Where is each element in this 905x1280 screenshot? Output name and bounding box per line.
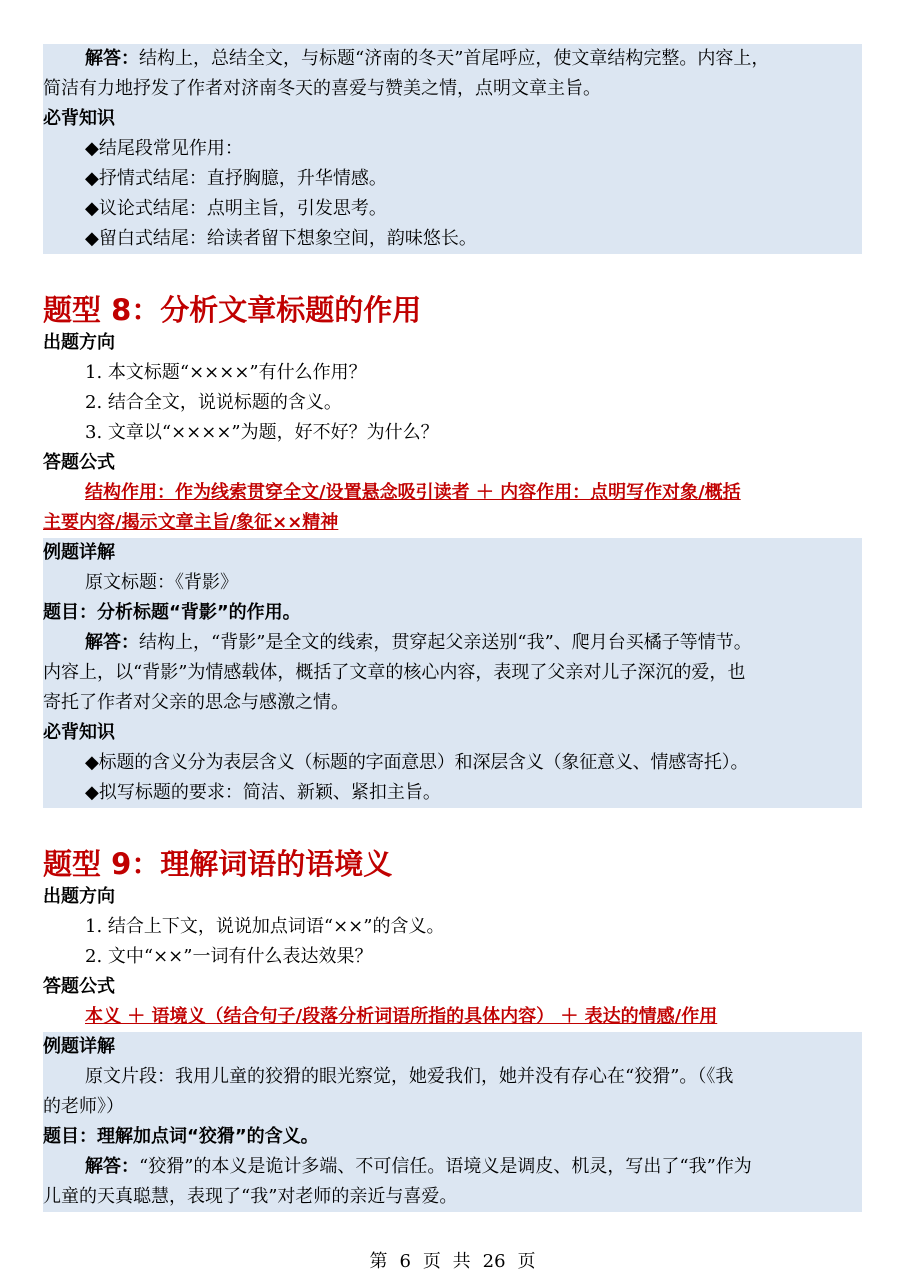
answer-line: 儿童的天真聪慧，表现了“我”对老师的亲近与喜爱。 <box>43 1186 458 1207</box>
section-9-title: 题型 9：理解词语的语境义 <box>43 847 393 881</box>
direction-item: 3. 文章以“××××”为题，好不好？为什么？ <box>85 422 439 443</box>
knowledge-item: ◆拟写标题的要求：简洁、新颖、紧扣主旨。 <box>85 782 441 803</box>
source-text: 的老师》） <box>43 1096 124 1117</box>
knowledge-item: ◆结尾段常见作用： <box>85 138 243 159</box>
knowledge-label: 必背知识 <box>43 722 115 743</box>
direction-item: 1. 结合上下文，说说加点词语“××”的含义。 <box>85 916 445 937</box>
example-label: 例题详解 <box>43 542 115 563</box>
answer-line: 解答：结构上，“背影”是全文的线索，贯穿起父亲送别“我”、爬月台买橘子等情节。 <box>85 632 752 653</box>
question-text: 题目：理解加点词“狡猾”的含义。 <box>43 1126 319 1147</box>
source-text: 原文标题：《背影》 <box>85 572 238 593</box>
page-number: 6 <box>399 1251 411 1272</box>
s9-example-block <box>43 1032 862 1212</box>
answer-label: 解答： <box>85 48 139 69</box>
section-8-title: 题型 8：分析文章标题的作用 <box>43 293 422 327</box>
direction-label: 出题方向 <box>43 332 115 353</box>
answer-line: 内容上，以“背影”为情感载体，概括了文章的核心内容，表现了父亲对儿子深沉的爱，也 <box>43 662 746 683</box>
top-answer-line-1: 解答：结构上，总结全文，与标题“济南的冬天”首尾呼应，使文章结构完整。内容上， <box>85 48 770 69</box>
answer-line: 寄托了作者对父亲的思念与感激之情。 <box>43 692 349 713</box>
total-pages: 26 <box>482 1251 506 1272</box>
s9-direction-block <box>43 882 862 1032</box>
knowledge-item: ◆留白式结尾：给读者留下想象空间，韵味悠长。 <box>85 228 477 249</box>
direction-item: 1. 本文标题“××××”有什么作用？ <box>85 362 367 383</box>
answer-line: 解答：“狡猾”的本义是诡计多端、不可信任。语境义是调皮、机灵，写出了“我”作为 <box>85 1156 752 1177</box>
knowledge-label: 必背知识 <box>43 108 115 129</box>
formula-label: 答题公式 <box>43 976 115 997</box>
s8-direction-block <box>43 328 862 538</box>
source-text: 原文片段：我用儿童的狡猾的眼光察觉，她爱我们，她并没有存心在“狡猾”。（《我 <box>85 1066 734 1087</box>
knowledge-item: ◆标题的含义分为表层含义（标题的字面意思）和深层含义（象征意义、情感寄托）。 <box>85 752 749 773</box>
page-footer: 第 6 页 共 26 页 <box>369 1251 536 1272</box>
direction-item: 2. 文中“××”一词有什么表达效果？ <box>85 946 373 967</box>
formula-label: 答题公式 <box>43 452 115 473</box>
knowledge-item: ◆抒情式结尾：直抒胸臆，升华情感。 <box>85 168 387 189</box>
s8-example-block <box>43 538 862 808</box>
example-label: 例题详解 <box>43 1036 115 1057</box>
direction-item: 2. 结合全文，说说标题的含义。 <box>85 392 342 413</box>
formula-line: 本义 ＋ 语境义（结合句子/段落分析词语所指的具体内容） ＋ 表达的情感/作用 <box>85 1006 718 1027</box>
top-answer-block <box>43 44 862 254</box>
top-answer-line-2: 简洁有力地抒发了作者对济南冬天的喜爱与赞美之情，点明文章主旨。 <box>43 78 601 99</box>
direction-label: 出题方向 <box>43 886 115 907</box>
knowledge-item: ◆议论式结尾：点明主旨，引发思考。 <box>85 198 387 219</box>
formula-line: 主要内容/揭示文章主旨/象征××精神 <box>43 512 339 533</box>
formula-line: 结构作用：作为线索贯穿全文/设置悬念吸引读者 ＋ 内容作用：点明写作对象/概括 <box>85 482 741 503</box>
question-text: 题目：分析标题“背影”的作用。 <box>43 602 301 623</box>
